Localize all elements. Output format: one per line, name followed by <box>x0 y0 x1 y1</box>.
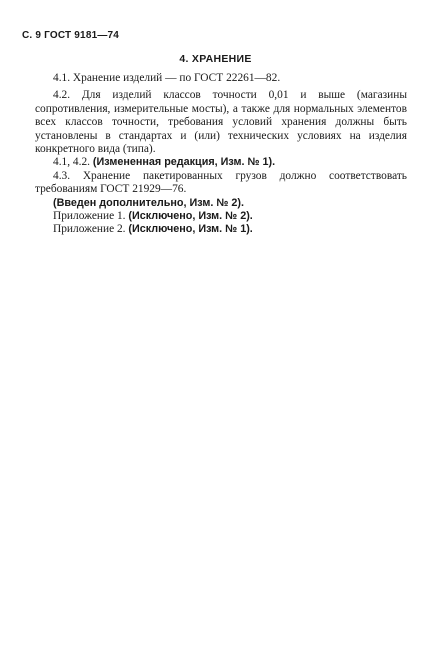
paragraph-4-3: 4.3. Хранение пакетированных грузов должно соответствовать требованиям ГОСТ 21929—76. <box>35 169 407 196</box>
appendix-ref: Приложение 2. <box>53 223 129 236</box>
section-title: 4. ХРАНЕНИЕ <box>179 53 252 65</box>
amendment-note-4-1-4-2 <box>35 156 407 169</box>
amendment-text: (Измененная редакция, Изм. № 1). <box>92 156 276 169</box>
appendix-ref: Приложение 1. <box>53 210 129 223</box>
amendment-note-4-3 <box>35 197 407 210</box>
appendix-status: (Исключено, Изм. № 1). <box>128 223 253 236</box>
appendix-status: (Исключено, Изм. № 2). <box>128 210 253 223</box>
appendix-2-note <box>35 223 407 236</box>
amendment-text: (Введен дополнительно, Изм. № 2). <box>53 196 244 209</box>
section-body <box>35 72 407 237</box>
paragraph-4-2: 4.2. Для изделий классов точности 0,01 и выше (магазины сопротивления, измерительные мосты), а также для нормальных элементов всех классов точности, требования условий хранения должны быть установлены в стандартах и (или) технических условиях на изделия конкретного вида (типа). <box>35 89 407 156</box>
paragraph-4-1: 4.1. Хранение изделий — по ГОСТ 22261—82. <box>53 72 281 84</box>
amendment-ref: 4.1, 4.2. <box>53 156 93 169</box>
page-header: С. 9 ГОСТ 9181—74 <box>22 30 120 41</box>
appendix-1-note <box>35 210 407 223</box>
